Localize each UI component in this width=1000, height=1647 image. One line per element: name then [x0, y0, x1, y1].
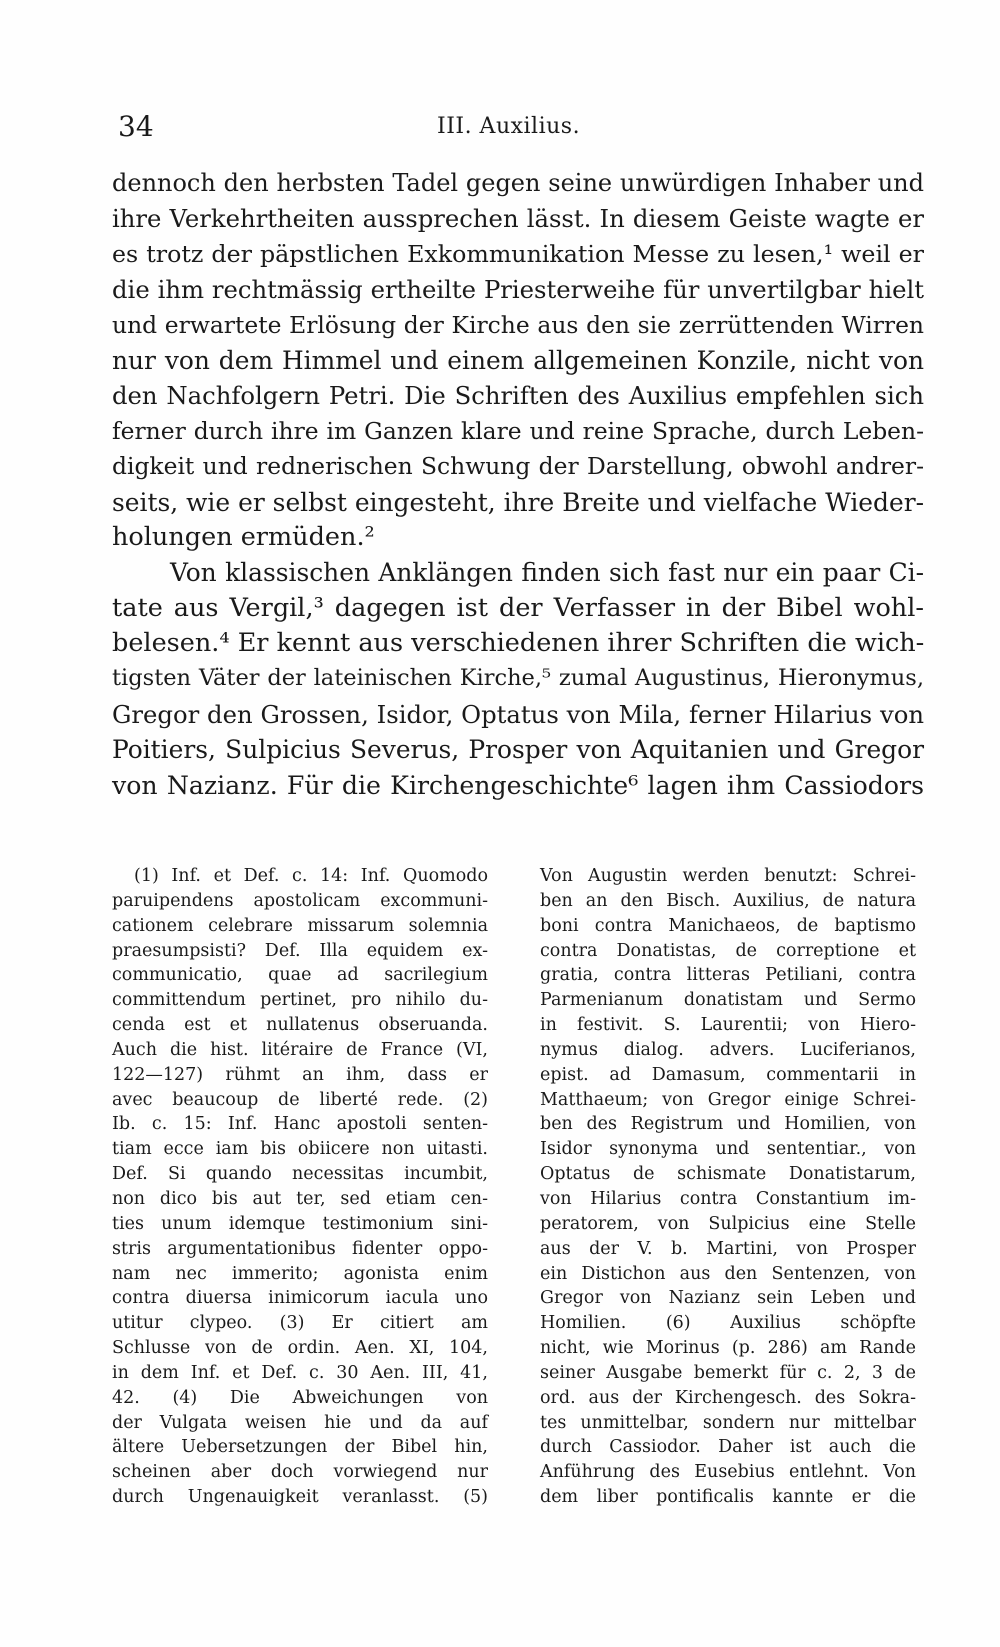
footnote-line: communicatio, quae ad sacrilegium	[112, 965, 488, 986]
footnote-line: Gregor von Nazianz sein Leben und	[540, 1288, 916, 1309]
footnote-line: gratia, contra litteras Petiliani, contra	[540, 965, 916, 986]
text-line: tate aus Vergil,³ dagegen ist der Verfasser in der Bibel wohl-	[112, 592, 924, 623]
footnote-line: nymus dialog. advers. Luciferianos,	[540, 1039, 916, 1060]
text-line: es trotz der päpstlichen Exkommunikation Messe zu lesen,¹ weil er	[112, 239, 924, 268]
footnote-line: (1) Inf. et Def. c. 14: Inf. Quomodo	[134, 866, 488, 886]
footnote-line: ein Distichon aus den Sentenzen, von	[540, 1263, 916, 1284]
footnote-line: cenda est et nullatenus obseruanda.	[112, 1015, 488, 1036]
footnote-line: Homilien. (6) Auxilius schöpfte	[540, 1313, 916, 1334]
footnote-line: durch Ungenauigkeit veranlasst. (5)	[112, 1487, 488, 1508]
footnote-line: seiner Ausgabe bemerkt für c. 2, 3 de	[540, 1362, 916, 1383]
page-header	[112, 110, 912, 150]
main-text-body	[112, 166, 924, 803]
footnote-line: cationem celebrare missarum solemnia	[112, 915, 488, 936]
footnote-line: Schlusse von de ordin. Aen. XI, 104,	[112, 1338, 488, 1359]
footnote-line: epist. ad Damasum, commentarii in	[540, 1064, 916, 1085]
footnote-line: avec beaucoup de liberté rede. (2)	[112, 1089, 488, 1110]
footnote-line: dem liber pontificalis kannte er die	[540, 1487, 916, 1508]
footnote-line: peratorem, von Sulpicius eine Stelle	[540, 1213, 916, 1234]
text-line: seits, wie er selbst eingesteht, ihre Breite und vielfache Wieder-	[112, 487, 924, 517]
footnote-line: nicht, wie Morinus (p. 286) am Rande	[540, 1338, 916, 1359]
footnote-line: Ib. c. 15: Inf. Hanc apostoli senten-	[112, 1114, 488, 1135]
text-line: den Nachfolgern Petri. Die Schriften des Auxilius empfehlen sich	[112, 381, 924, 411]
text-line: holungen ermüden.²	[112, 521, 375, 552]
text-line: Gregor den Grossen, Isidor, Optatus von Mila, ferner Hilarius von	[112, 699, 924, 729]
footnote-line: ben an den Bisch. Auxilius, de natura	[540, 890, 916, 911]
footnote-line: von Hilarius contra Constantium im-	[540, 1188, 916, 1209]
footnote-line: scheinen aber doch vorwiegend nur	[112, 1462, 488, 1483]
footnote-line: ben des Registrum und Homilien, von	[540, 1114, 916, 1135]
text-line: und erwartete Erlösung der Kirche aus den sie zerrüttenden Wirren	[112, 310, 924, 339]
footnote-line: stris argumentationibus fidenter oppo-	[112, 1238, 488, 1259]
footnote-line: Matthaeum; von Gregor einige Schrei-	[540, 1089, 916, 1110]
footnote-line: Optatus de schismate Donatistarum,	[540, 1164, 916, 1185]
footnote-line: 42. (4) Die Abweichungen von	[112, 1387, 488, 1408]
footnote-line: Von Augustin werden benutzt: Schrei-	[540, 866, 916, 886]
footnote-line: Anführung des Eusebius entlehnt. Von	[540, 1462, 916, 1483]
text-line: digkeit und rednerischen Schwung der Darstellung, obwohl andrer-	[112, 452, 924, 481]
footnote-line: paruipendens apostolicam excommuni-	[112, 890, 488, 911]
footnote-line: contra diuersa inimicorum iacula uno	[112, 1288, 488, 1309]
page-number: 34	[118, 110, 154, 143]
footnote-line: durch Cassiodor. Daher ist auch die	[540, 1437, 916, 1458]
text-line: nur von dem Himmel und einem allgemeinen Konzile, nicht von	[112, 345, 924, 375]
footnote-line: boni contra Manichaeos, de baptismo	[540, 915, 916, 936]
footnote-line: tiam ecce iam bis obiicere non uitasti.	[112, 1139, 488, 1160]
text-line: belesen.⁴ Er kennt aus verschiedenen ihrer Schriften die wich-	[112, 628, 925, 659]
text-line: dennoch den herbsten Tadel gegen seine unwürdigen Inhaber und	[112, 169, 924, 197]
footnote-line: in festivit. S. Laurentii; von Hiero-	[540, 1015, 916, 1036]
footnote-line: tes unmittelbar, sondern nur mittelbar	[540, 1412, 916, 1433]
footnote-line: ties unum idemque testimonium sini-	[112, 1213, 488, 1234]
text-line: ihre Verkehrtheiten aussprechen lässt. In diesem Geiste wagte er	[112, 204, 924, 234]
text-line: von Nazianz. Für die Kirchengeschichte⁶ lagen ihm Cassiodors	[112, 770, 924, 800]
footnote-line: Parmenianum donatistam und Sermo	[540, 990, 916, 1011]
footnote-line: utitur clypeo. (3) Er citiert am	[112, 1313, 488, 1334]
footnote-line: contra Donatistas, de correptione et	[540, 940, 916, 961]
footnote-line: non dico bis aut ter, sed etiam cen-	[112, 1188, 488, 1209]
running-title: III. Auxilius.	[437, 114, 581, 139]
text-line: die ihm rechtmässig ertheilte Priesterweihe für unvertilgbar hielt	[112, 275, 924, 305]
footnote-line: 122—127) rühmt an ihm, dass er	[112, 1064, 488, 1085]
footnote-line: committendum pertinet, pro nihilo du-	[112, 990, 488, 1011]
text-line: ferner durch ihre im Ganzen klare und reine Sprache, durch Leben-	[112, 416, 924, 445]
footnote-line: der Vulgata weisen hie und da auf	[112, 1412, 488, 1433]
footnote-line: aus der V. b. Martini, von Prosper	[540, 1238, 916, 1259]
text-line: Poitiers, Sulpicius Severus, Prosper von Aquitanien und Gregor	[112, 735, 924, 765]
footnote-column-right	[540, 864, 916, 1510]
text-line: tigsten Väter der lateinischen Kirche,⁵ zumal Augustinus, Hieronymus,	[112, 665, 924, 692]
footnote-line: Def. Si quando necessitas incumbit,	[112, 1164, 488, 1185]
footnote-line: nam nec immerito; agonista enim	[112, 1263, 488, 1284]
footnote-line: Isidor synonyma und sententiar., von	[540, 1139, 916, 1160]
footnote-line: ältere Uebersetzungen der Bibel hin,	[112, 1437, 488, 1458]
footnotes	[112, 864, 924, 1508]
footnote-line: praesumpsisti? Def. Illa equidem ex-	[112, 940, 488, 961]
footnote-line: Auch die hist. litéraire de France (VI,	[112, 1039, 488, 1060]
footnote-line: ord. aus der Kirchengesch. des Sokra-	[540, 1387, 916, 1408]
text-line: Von klassischen Anklängen finden sich fast nur ein paar Ci-	[170, 558, 924, 588]
footnote-line: in dem Inf. et Def. c. 30 Aen. III, 41,	[112, 1362, 488, 1383]
footnote-column-left	[112, 864, 488, 1510]
